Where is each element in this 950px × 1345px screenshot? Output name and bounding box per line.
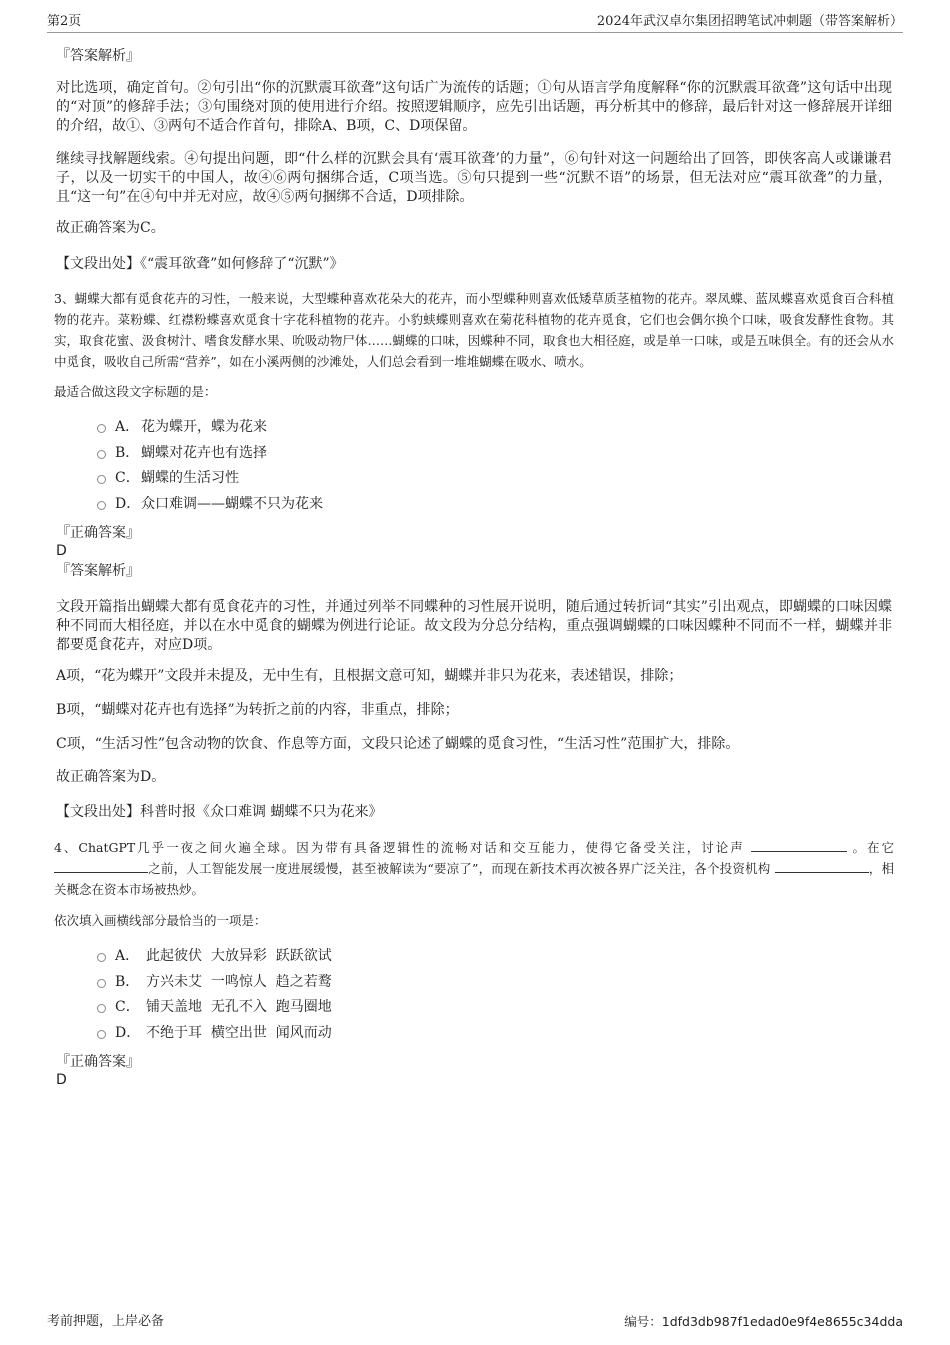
analysis-paragraph: C项，“生活习性”包含动物的饮食、作息等方面，文段只论述了蝴蝶的觅食习性，“生活习性”范围扩大，排除。 <box>56 736 740 752</box>
q2-analysis-body-2 <box>56 150 892 207</box>
analysis-paragraph: B项，“蝴蝶对花卉也有选择”为转折之前的内容，非重点，排除； <box>56 702 459 718</box>
answer-value: D <box>56 543 67 559</box>
option-label: B． <box>115 444 140 461</box>
radio-icon[interactable] <box>97 501 106 510</box>
question-stem: 3、蝴蝶大都有觅食花卉的习性，一般来说，大型蝶种喜欢花朵大的花卉，而小型蝶种则喜欢低矮草质茎植物的花卉。翠凤蝶、蓝凤蝶喜欢觅食百合科植物的花卉。菜粉蝶、红襟粉蝶喜欢觅食十字花科植物的花卉。小豹蛱蝶则喜欢在菊花科植物的花卉觅食，它们也会偶尔换个口味，吸食发酵性食物。其实，取食花蜜、汲食树汁、嗜食发酵水果、吮吸动物尸体……蝴蝶的口味，因蝶种不同，取食也大相径庭，或是单一口味，或是五味俱全。有的还会从水中觅食，吸收自己所需“营养”，如在小溪两侧的沙滩处，人们总会看到一堆堆蝴蝶在吸水、喷水。 <box>54 291 894 369</box>
radio-icon[interactable] <box>97 450 106 459</box>
answer-label: 『正确答案』 <box>56 525 140 541</box>
question-4-prompt <box>54 912 894 930</box>
analysis-c <box>56 735 892 754</box>
source-note: 【文段出处】科普时报《众口难调 蝴蝶不只为花来》 <box>56 804 383 820</box>
question-4-stem <box>54 837 894 900</box>
page-footer <box>47 1313 903 1331</box>
question-3-analysis <box>56 598 892 655</box>
option-d[interactable] <box>56 492 896 518</box>
q2-conclusion <box>56 219 892 238</box>
question-3-answer <box>56 524 892 580</box>
option-text: 铺天盖地 无孔不入 跑马圈地 <box>146 999 332 1015</box>
page-header <box>47 12 903 33</box>
analysis-paragraph: 对比选项，确定首句。②句引出“你的沉默震耳欲聋”这句话广为流传的话题；①句从语言学角度解释“你的沉默震耳欲聋”这句话中出现的“对顶”的修辞手法；③句围绕对顶的使用进行介绍。按照逻辑顺序，应先引出话题，再分析其中的修辞，最后针对这一修辞展开详细的介绍，故①、③两句不适合作首句，排除A、B项，C、D项保留。 <box>56 80 892 134</box>
radio-icon[interactable] <box>97 475 106 484</box>
option-label: A． <box>115 948 140 964</box>
stem-part: ，相关概念在资本市场被热炒。 <box>54 861 894 897</box>
blank-1[interactable] <box>751 839 847 852</box>
page-number: 第2页 <box>47 14 82 29</box>
analysis-conclusion-wrap <box>56 768 892 787</box>
question-4-options <box>56 944 896 1046</box>
option-text: 蝴蝶对花卉也有选择 <box>141 444 267 461</box>
option-c[interactable] <box>56 995 896 1021</box>
stem-part: 4、ChatGPT几乎一夜之间火遍全球。因为带有具备逻辑性的流畅对话和交互能力，使得它备受关注，讨论声 <box>54 840 745 855</box>
option-text: 方兴未艾 一鸣惊人 趋之若鹜 <box>146 973 332 990</box>
option-label: C． <box>115 999 140 1015</box>
option-text: 不绝于耳 横空出世 闻风而动 <box>146 1024 332 1041</box>
option-text: 蝴蝶的生活习性 <box>141 470 239 486</box>
footer-slogan: 考前押题，上岸必备 <box>47 1314 165 1329</box>
analysis-a <box>56 667 892 686</box>
option-d[interactable] <box>56 1021 896 1047</box>
radio-icon[interactable] <box>97 424 106 433</box>
analysis-conclusion: 故正确答案为C。 <box>56 220 165 236</box>
option-text: 花为蝶开，蝶为花来 <box>141 419 267 435</box>
question-prompt: 最适合做这段文字标题的是： <box>54 384 217 399</box>
stem-part: 之前，人工智能发展一度进展缓慢，甚至被解读为“要凉了”，而现在新技术再次被各界广泛关注，各个投资机构 <box>148 861 771 876</box>
analysis-conclusion: 故正确答案为D。 <box>56 769 166 785</box>
option-text: 此起彼伏 大放异彩 跃跃欲试 <box>146 948 332 964</box>
analysis-label: 『答案解析』 <box>56 48 140 64</box>
question-4-answer <box>56 1053 892 1089</box>
radio-icon[interactable] <box>97 1004 106 1013</box>
question-stem <box>54 837 894 900</box>
option-c[interactable] <box>56 466 896 492</box>
q2-analysis-body <box>56 79 892 136</box>
question-3-stem <box>54 288 894 372</box>
radio-icon[interactable] <box>97 953 106 962</box>
radio-icon[interactable] <box>97 1030 106 1039</box>
option-label: C． <box>115 470 140 486</box>
option-label: D． <box>115 1024 141 1041</box>
option-text: 众口难调——蝴蝶不只为花来 <box>141 495 323 512</box>
source-note: 【文段出处】《“震耳欲聋”如何修辞了“沉默”》 <box>56 256 344 272</box>
analysis-paragraph: A项，“花为蝶开”文段并未提及，无中生有，且根据文意可知，蝴蝶并非只为花来，表述错误，排除； <box>56 668 683 684</box>
option-b[interactable] <box>56 441 896 467</box>
analysis-label: 『答案解析』 <box>56 563 140 579</box>
option-a[interactable] <box>56 415 896 441</box>
answer-label: 『正确答案』 <box>56 1054 140 1070</box>
analysis-paragraph: 继续寻找解题线索。④句提出问题，即“什么样的沉默会具有‘震耳欲聋’的力量”，⑥句针对这一问题给出了回答，即侠客高人或谦谦君子，以及一切实干的中国人，故④⑥两句捆绑合适，C项当选。⑤句只提到一些“沉默不语”的场景，但无法对应“震耳欲聋”的力量，且“这一句”在④句中并无对应，故④⑤两句捆绑不合适，D项排除。 <box>56 151 892 205</box>
analysis-b <box>56 701 892 720</box>
blank-3[interactable] <box>775 860 869 873</box>
question-3-options <box>56 415 896 517</box>
blank-2[interactable] <box>54 860 148 873</box>
option-a[interactable] <box>56 944 896 970</box>
option-label: A． <box>115 419 140 435</box>
stem-part: 。在它 <box>852 840 894 855</box>
q3-source <box>56 803 892 822</box>
option-label: B． <box>115 973 140 990</box>
q2-source <box>56 255 892 274</box>
q2-analysis <box>56 46 892 66</box>
answer-value: D <box>56 1072 67 1088</box>
question-3-prompt <box>54 383 894 401</box>
option-b[interactable] <box>56 970 896 996</box>
option-label: D． <box>115 495 141 512</box>
analysis-paragraph: 文段开篇指出蝴蝶大都有觅食花卉的习性，并通过列举不同蝶种的习性展开说明，随后通过转折词“其实”引出观点，即蝴蝶的口味因蝶种不同而大相径庭，并以在水中觅食的蝴蝶为例进行论证。故文段为分总分结构，重点强调蝴蝶的口味因蝶种不同而不一样，蝴蝶并非都要觅食花卉，对应D项。 <box>56 599 892 653</box>
question-prompt: 依次填入画横线部分最恰当的一项是： <box>54 913 267 928</box>
radio-icon[interactable] <box>97 979 106 988</box>
document-id: 编号：1dfd3db987f1edad0e9f4e8655c34dda <box>624 1314 903 1329</box>
document-title: 2024年武汉卓尔集团招聘笔试冲刺题（带答案解析） <box>596 14 903 29</box>
